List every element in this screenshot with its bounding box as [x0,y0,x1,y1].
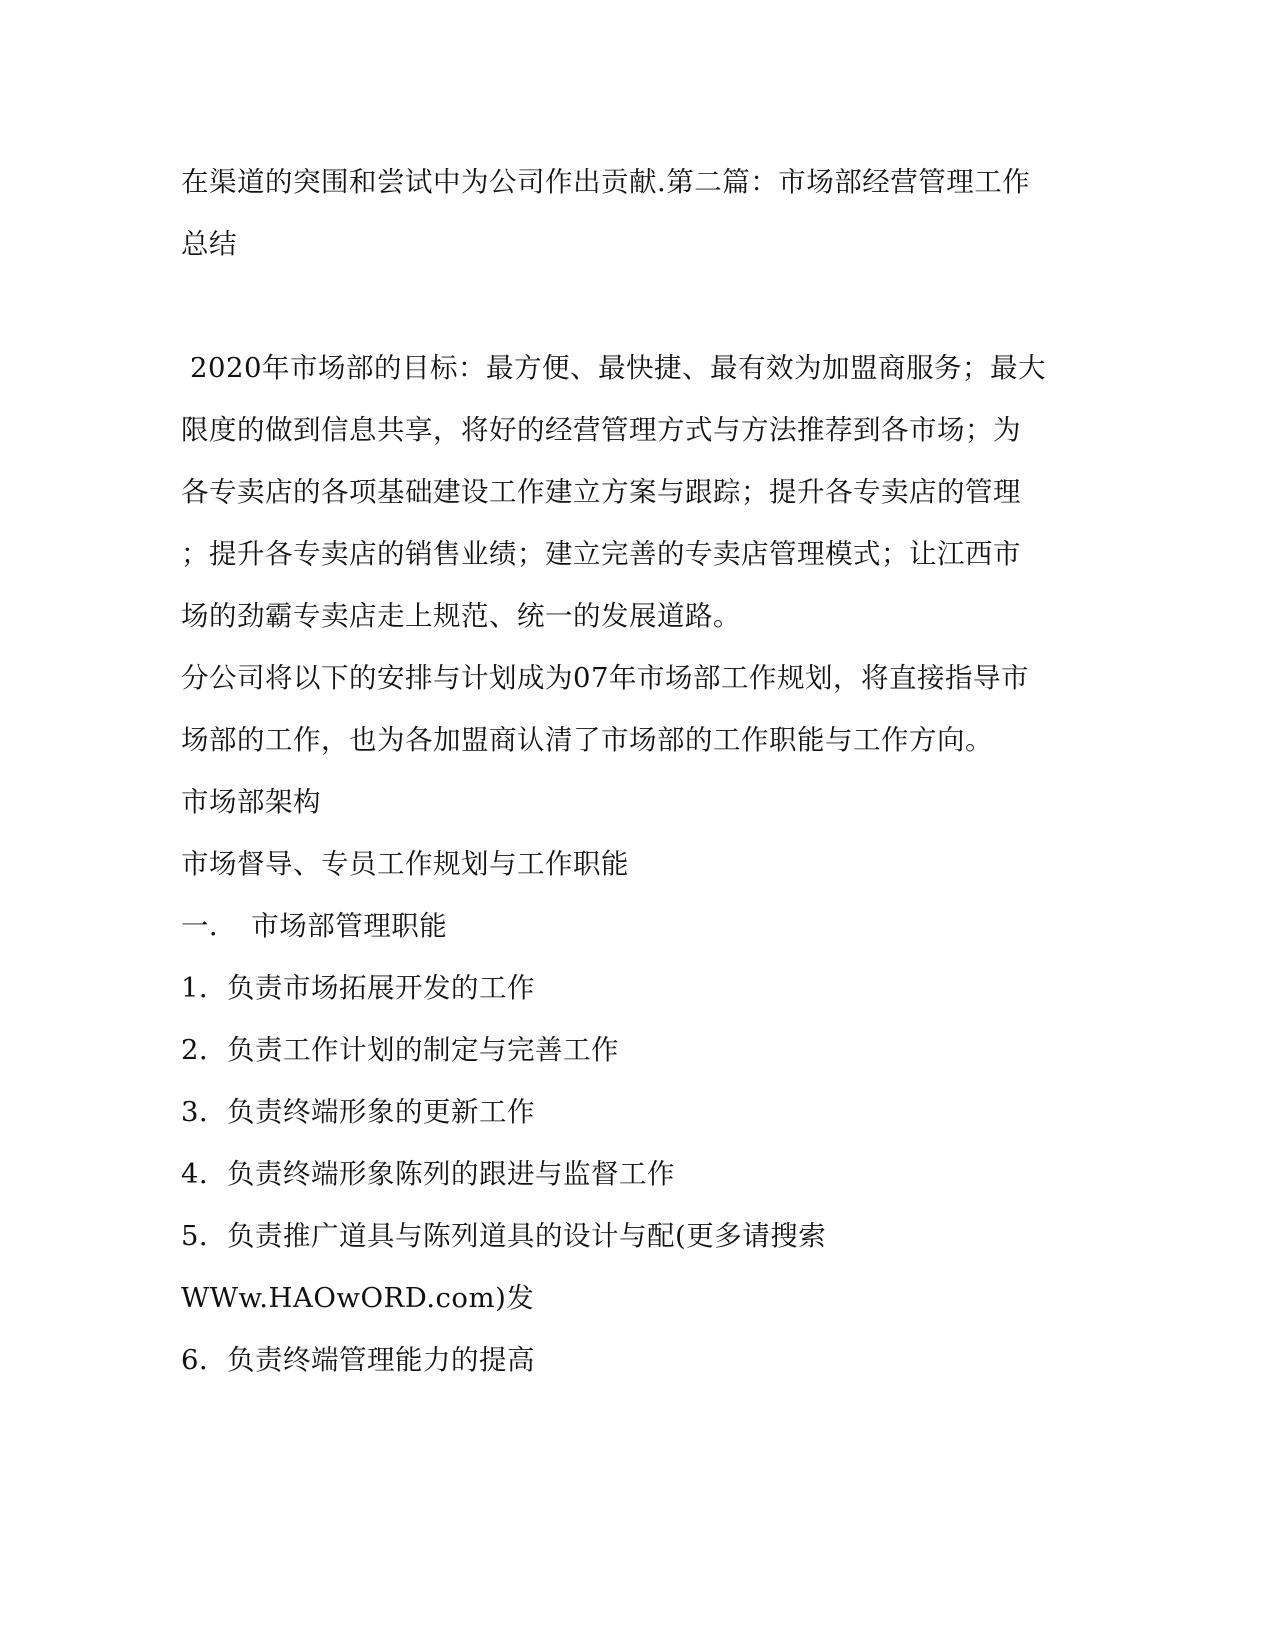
section-heading: 市场督导、专员工作规划与工作职能 [181,848,629,880]
list-item: 2．负责工作计划的制定与完善工作 [181,1034,619,1066]
list-item: 1．负责市场拓展开发的工作 [181,972,535,1004]
section-heading: 一． 市场部管理职能 [181,910,448,942]
section-heading: 市场部架构 [181,786,321,818]
text-line: 限度的做到信息共享，将好的经营管理方式与方法推荐到各市场；为 [181,414,1021,446]
text-line: 场部的工作，也为各加盟商认清了市场部的工作职能与工作方向。 [181,724,993,756]
list-item: 3．负责终端形象的更新工作 [181,1096,535,1128]
text-line: 场的劲霸专卖店走上规范、统一的发展道路。 [181,600,741,632]
list-item: 4．负责终端形象陈列的跟进与监督工作 [181,1158,675,1190]
list-item: 5．负责推广道具与陈列道具的设计与配(更多请搜索 [181,1220,827,1252]
list-item: 6．负责终端管理能力的提高 [181,1344,535,1376]
list-item-continuation: WWw.HAOwORD.com)发 [181,1282,535,1314]
text-line: 在渠道的突围和尝试中为公司作出贡献.第二篇：市场部经营管理工作 [181,166,1031,198]
text-line: 分公司将以下的安排与计划成为07年市场部工作规划，将直接指导市 [181,662,1029,694]
text-line: 2020年市场部的目标：最方便、最快捷、最有效为加盟商服务；最大 [190,352,1046,384]
text-line: 总结 [181,228,237,260]
text-line: ；提升各专卖店的销售业绩；建立完善的专卖店管理模式；让江西市 [181,538,1021,570]
text-line: 各专卖店的各项基础建设工作建立方案与跟踪；提升各专卖店的管理 [181,476,1021,508]
